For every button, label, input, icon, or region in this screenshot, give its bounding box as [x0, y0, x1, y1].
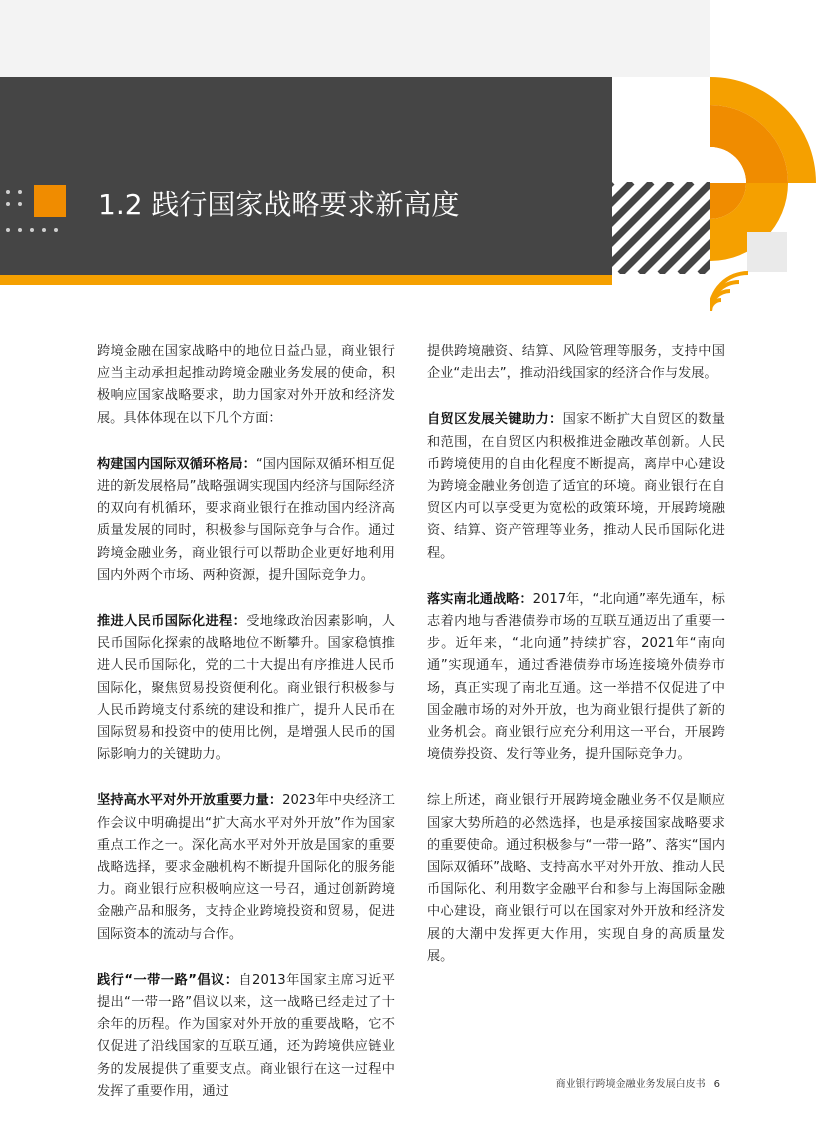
- belt-and-road-paragraph: 践行“一带一路”倡议：自2013年国家主席习近平提出“一带一路”倡议以来，这一战略已经走过了十余年的历程。作为国家对外开放的重要战略，它不仅促进了沿线国家的互联互通，还为跨境供应链业务的发展提供了重要支点。商业银行在这一过程中发挥了重要作用，通过: [97, 972, 395, 1099]
- paragraph-lead: 践行“一带一路”倡议：: [97, 972, 239, 988]
- page-number: 6: [713, 1079, 720, 1090]
- top-strip: [0, 0, 710, 77]
- left-column: [97, 341, 395, 1127]
- bond-connect-paragraph: 落实南北通战略：2017年，“北向通”率先通车，标志着内地与香港债券市场的互联互通迈出了重要一步。近年来，“北向通”持续扩容，2021年“南向通”实现通车，通过香港债券市场连接境外债券市场，真正实现了南北互通。这一举措不仅促进了中国金融市场的对外开放，也为商业银行提供了新的业务机会。商业银行应充分利用这一平台，开展跨境债券投资、发行等业务，提升国际竞争力。: [427, 591, 725, 763]
- free-trade-zone-paragraph: 自贸区发展关键助力：国家不断扩大自贸区的数量和范围，在自贸区内积极推进金融改革创新。人民币跨境使用的自由化程度不断提高，离岸中心建设为跨境金融业务创造了适宜的环境。商业银行在自贸区内可以享受更为宽松的政策环境，开展跨境融资、结算、资产管理等业务，推动人民币国际化进程。: [427, 412, 725, 561]
- paragraph-lead: 自贸区发展关键助力：: [427, 412, 563, 428]
- belt-and-road-continued: 提供跨境融资、结算、风险管理等服务，支持中国企业“走出去”，推动沿线国家的经济合作与发展。: [427, 344, 725, 382]
- paragraph-lead: 推进人民币国际化进程：: [97, 614, 247, 630]
- intro-paragraph: 跨境金融在国家战略中的地位日益凸显，商业银行应当主动承担起推动跨境金融业务发展的使命，积极响应国家战略要求，助力国家对外开放和经济发展。具体体现在以下几个方面：: [97, 344, 395, 426]
- diagonal-stripes-decoration: [612, 182, 710, 274]
- paragraph-lead: 构建国内国际双循环格局：: [97, 456, 256, 472]
- gray-square-decoration: [747, 232, 787, 272]
- concentric-rings-decoration: [710, 271, 748, 311]
- page-footer: [556, 1075, 720, 1090]
- banner-underline: [0, 275, 612, 285]
- paragraph-lead: 落实南北通战略：: [427, 591, 533, 607]
- orange-square-marker: [34, 185, 66, 217]
- section-banner: [0, 77, 612, 275]
- footer-doc-title: 商业银行跨境金融业务发展白皮书: [555, 1079, 706, 1090]
- right-column: [427, 341, 725, 992]
- rmb-internationalization-paragraph: 推进人民币国际化进程：受地缘政治因素影响，人民币国际化探索的战略地位不断攀升。国家稳慎推进人民币国际化，党的二十大提出有序推进人民币国际化，聚焦贸易投资便利化。商业银行积极参与人民币跨境支付系统的建设和推广，提升人民币在国际贸易和投资中的使用比例，是增强人民币的国际影响力的关键助力。: [97, 614, 395, 763]
- section-title: 1.2 践行国家战略要求新高度: [98, 188, 460, 221]
- dual-circulation-paragraph: 构建国内国际双循环格局：“国内国际双循环相互促进的新发展格局”战略强调实现国内经济与国际经济的双向有机循环，要求商业银行在推动国内经济高质量发展的同时，积极参与国际竞争与合作。通过跨境金融业务，商业银行可以帮助企业更好地利用国内外两个市场、两种资源，提升国际竞争力。: [97, 456, 395, 583]
- opening-up-paragraph: 坚持高水平对外开放重要力量：2023年中央经济工作会议中明确提出“扩大高水平对外开放”作为国家重点工作之一。深化高水平对外开放是国家的重要战略选择，要求金融机构不断提升国际化的服务能力。商业银行应积极响应这一号召，通过创新跨境金融产品和服务，支持企业跨境投资和贸易，促进国际资本的流动与合作。: [97, 793, 396, 942]
- paragraph-lead: 坚持高水平对外开放重要力量：: [97, 793, 283, 809]
- conclusion-paragraph: 综上所述，商业银行开展跨境金融业务不仅是顺应国家大势所趋的必然选择，也是承接国家战略要求的重要使命。通过积极参与“一带一路”、落实“国内国际双循环”战略、支持高水平对外开放、推动人民币国际化、利用数字金融平台和参与上海国际金融中心建设，商业银行可以在国家对外开放和经济发展的大潮中发挥更大作用，实现自身的高质量发展。: [427, 793, 725, 964]
